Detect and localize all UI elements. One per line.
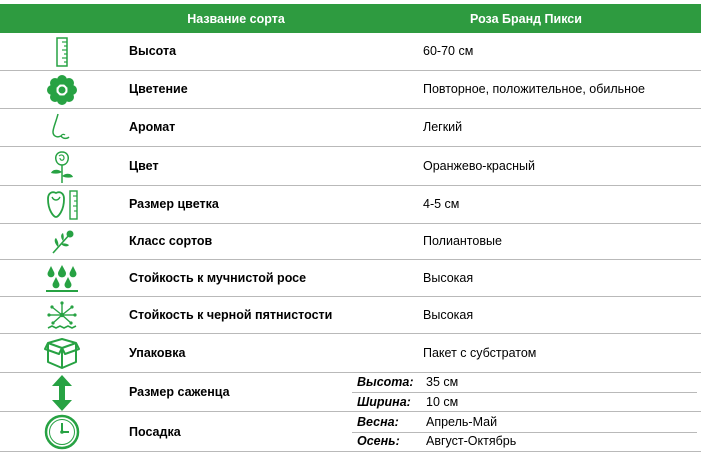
clock-icon	[39, 414, 85, 450]
table-row	[0, 412, 701, 452]
planting-autumn-value: Август-Октябрь	[426, 434, 517, 448]
row-label: Упаковка	[129, 346, 186, 360]
row-label: Цветение	[129, 82, 188, 96]
header-variety-value: Роза Бранд Пикси	[470, 12, 582, 26]
table-row	[0, 373, 701, 412]
box-icon	[39, 336, 85, 371]
row-label: Класс сортов	[129, 234, 213, 248]
row-value: 4-5 см	[423, 197, 460, 211]
row-label: Аромат	[129, 120, 176, 134]
header-variety-name: Название сорта	[187, 12, 285, 26]
table-row	[0, 224, 701, 260]
row-value: Высокая	[423, 271, 474, 285]
vertical-arrow-icon	[39, 374, 85, 411]
table-row	[0, 71, 701, 109]
table-row	[0, 297, 701, 334]
row-value: Легкий	[423, 120, 463, 134]
table-row	[0, 109, 701, 147]
planting-autumn-label: Осень:	[357, 434, 400, 448]
rose-bud-ruler-icon	[39, 188, 85, 222]
sub-divider	[352, 432, 697, 433]
row-label: Размер саженца	[129, 385, 230, 399]
seedling-height-value: 35 см	[426, 375, 459, 389]
seedling-height-label: Высота:	[357, 375, 414, 389]
spots-icon	[39, 299, 85, 332]
table-row	[0, 147, 701, 186]
droplets-icon	[39, 262, 85, 295]
row-value: Пакет с субстратом	[423, 346, 537, 360]
ruler-icon	[39, 35, 85, 69]
row-value: Высокая	[423, 308, 474, 322]
table-row	[0, 260, 701, 297]
planting-spring-label: Весна:	[357, 415, 399, 429]
row-value: Оранжево-красный	[423, 159, 535, 173]
table-row	[0, 186, 701, 224]
seedling-width-value: 10 см	[426, 395, 459, 409]
nose-icon	[39, 111, 85, 145]
row-label: Посадка	[129, 425, 181, 439]
row-label: Размер цветка	[129, 197, 219, 211]
table-row	[0, 33, 701, 71]
rose-stem-icon	[39, 226, 85, 258]
rose-color-icon	[39, 149, 85, 184]
table-row	[0, 334, 701, 373]
row-value: Полиантовые	[423, 234, 502, 248]
row-value: 60-70 см	[423, 44, 474, 58]
planting-spring-value: Апрель-Май	[426, 415, 498, 429]
flower-icon	[39, 73, 85, 107]
sub-divider	[352, 392, 697, 393]
row-label: Стойкость к черной пятнистости	[129, 308, 333, 322]
row-label: Стойкость к мучнистой росе	[129, 271, 307, 285]
seedling-width-label: Ширина:	[357, 395, 411, 409]
row-label: Цвет	[129, 159, 159, 173]
table-header	[0, 4, 701, 33]
row-label: Высота	[129, 44, 177, 58]
row-value: Повторное, положительное, обильное	[423, 82, 645, 96]
